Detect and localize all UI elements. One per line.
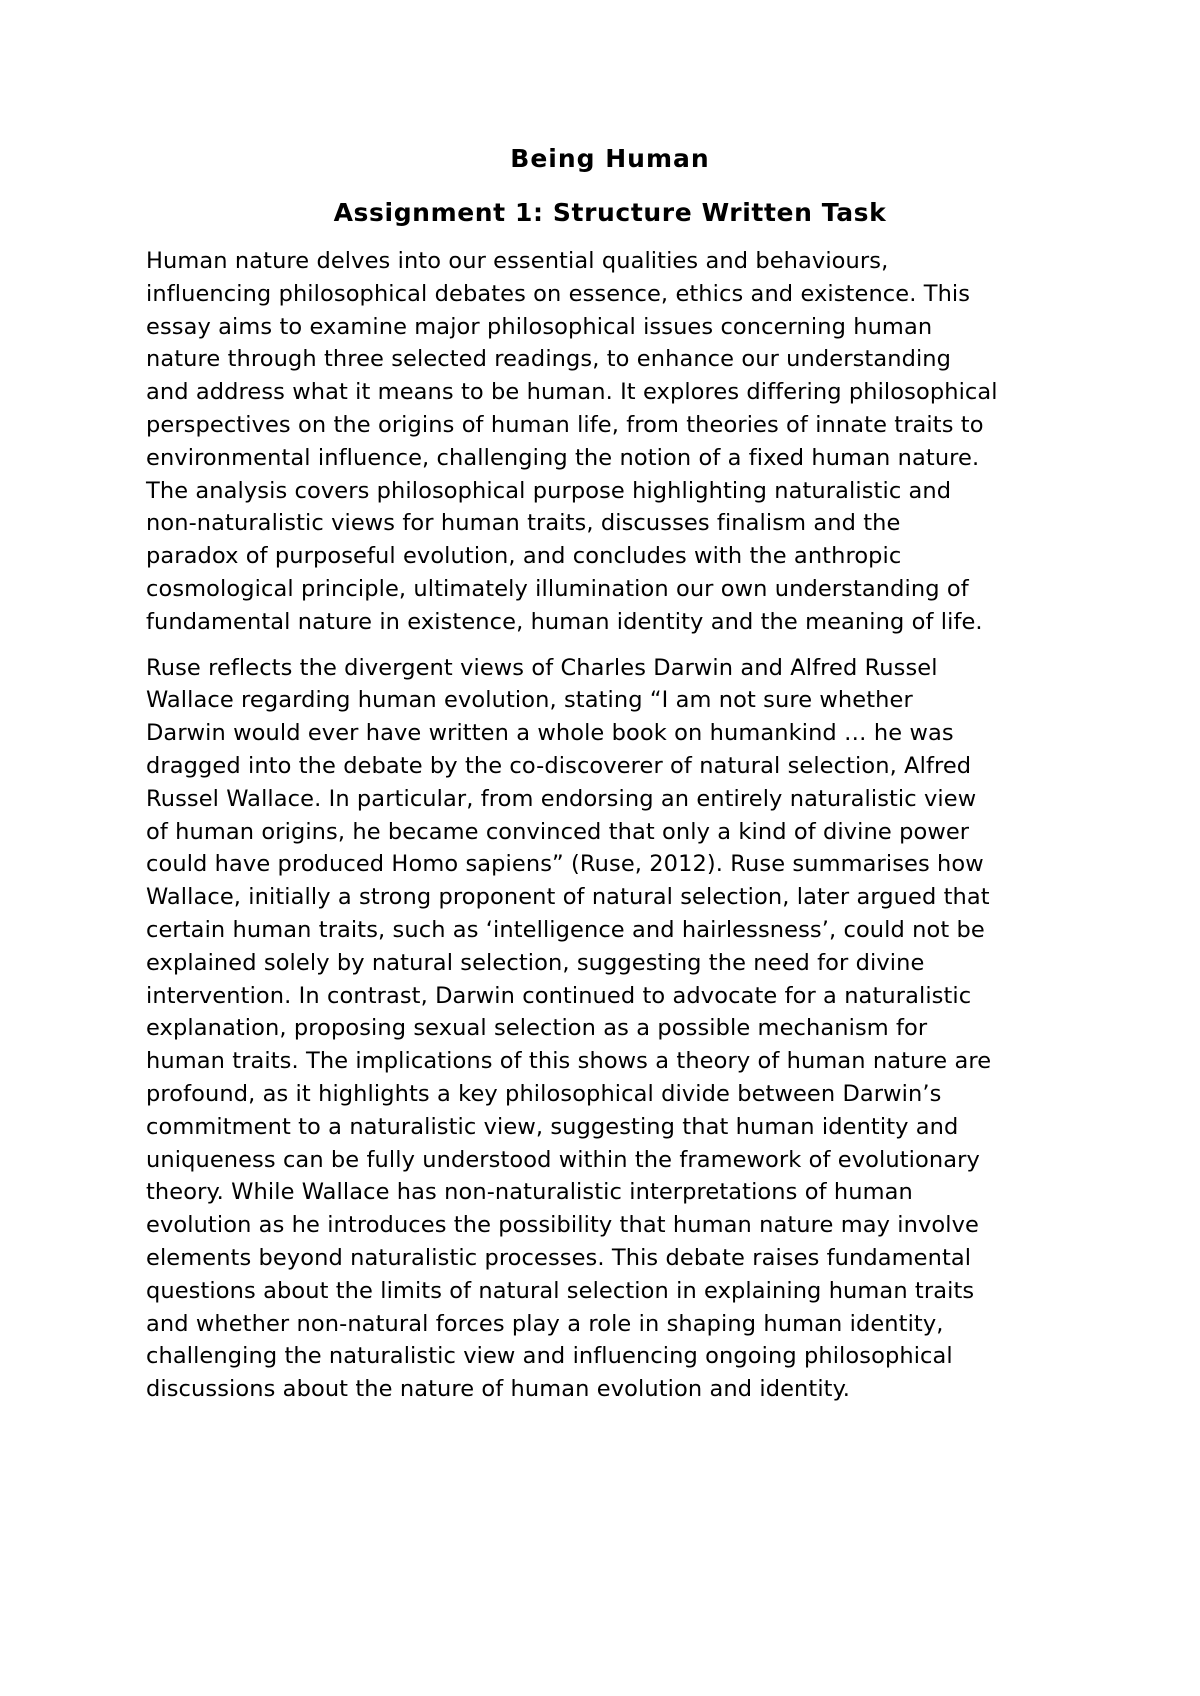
paragraph-line: human traits. The implications of this shows a theory of human nature are [146,1048,992,1075]
paragraph-line: discussions about the nature of human evolution and identity. [146,1376,851,1403]
paragraph-line: certain human traits, such as ‘intelligence and hairlessness’, could not be [146,916,985,943]
paragraph-line: theory. While Wallace has non-naturalistic interpretations of human [146,1179,913,1206]
paragraph-line: influencing philosophical debates on essence, ethics and existence. This [146,280,971,307]
document-subtitle: Assignment 1: Structure Written Task [333,198,887,227]
paragraph-ruse-darwin-wallace [146,652,1066,1406]
paragraph-line: dragged into the debate by the co-discoverer of natural selection, Alfred [146,752,972,779]
paragraph-line: challenging the naturalistic view and influencing ongoing philosophical [146,1343,953,1370]
paragraph-line: fundamental nature in existence, human identity and the meaning of life. [146,608,983,635]
paragraph-line: Russel Wallace. In particular, from endorsing an entirely naturalistic view [146,785,977,812]
document-body [146,142,1066,1406]
paragraph-line: and address what it means to be human. It explores differing philosophical [146,379,998,406]
paragraph-line: could have produced Homo sapiens” (Ruse, 2012). Ruse summarises how [146,851,984,878]
paragraph-line: paradox of purposeful evolution, and concludes with the anthropic [146,543,902,570]
paragraph-line: Human nature delves into our essential qualities and behaviours, [146,248,889,274]
paragraph-line: uniqueness can be fully understood within the framework of evolutionary [146,1146,980,1173]
paragraph-line: cosmological principle, ultimately illumination our own understanding of [146,575,969,602]
paragraph-line: of human origins, he became convinced that only a kind of divine power [146,818,970,845]
paragraph-line: The analysis covers philosophical purpose highlighting naturalistic and [146,477,952,504]
paragraph-line: and whether non-natural forces play a role in shaping human identity, [146,1310,944,1337]
paragraph-line: evolution as he introduces the possibility that human nature may involve [146,1212,979,1239]
paragraph-line: profound, as it highlights a key philosophical divide between Darwin’s [146,1080,942,1107]
paragraph-line: Ruse reflects the divergent views of Charles Darwin and Alfred Russel [146,654,938,681]
paragraph-line: essay aims to examine major philosophical issues concerning human [146,313,933,340]
paragraph-introduction [146,245,1066,639]
paragraph-line: Wallace, initially a strong proponent of natural selection, later argued that [146,884,990,911]
paragraph-line: non-naturalistic views for human traits, discusses finalism and the [146,510,901,537]
paragraph-line: questions about the limits of natural selection in explaining human traits [146,1277,975,1304]
paragraph-line: perspectives on the origins of human life, from theories of innate traits to [146,411,984,438]
paragraph-line: Darwin would ever have written a whole book on humankind … he was [146,720,954,747]
paragraph-line: environmental influence, challenging the notion of a fixed human nature. [146,444,980,471]
paragraph-line: Wallace regarding human evolution, stating “I am not sure whether [146,687,913,714]
paragraph-line: elements beyond naturalistic processes. This debate raises fundamental [146,1244,972,1271]
paragraph-line: commitment to a naturalistic view, suggesting that human identity and [146,1113,959,1140]
paragraph-line: explanation, proposing sexual selection as a possible mechanism for [146,1015,928,1042]
document-title: Being Human [510,144,710,173]
paragraph-line: explained solely by natural selection, suggesting the need for divine [146,949,925,976]
paragraph-line: intervention. In contrast, Darwin continued to advocate for a naturalistic [146,982,972,1009]
paragraph-line: nature through three selected readings, to enhance our understanding [146,346,952,373]
